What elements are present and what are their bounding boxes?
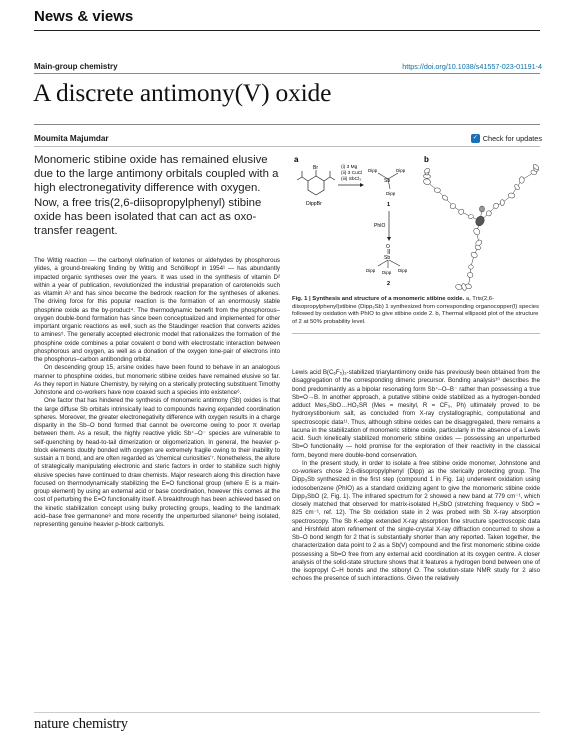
caption-text: a, Tris(2,6-diisopropylphenyl)stibine (Dipp₃Sb) 1 synthesized from corresponding organocopper(I) species followed by oxidation with PhIO to give stibine oxide 2. b, Thermal ellipsoid plot of the structure of 2 at 50% probability level. [292, 296, 539, 325]
dipp-label: Dipp [396, 168, 406, 173]
dippbr-structure [297, 170, 335, 195]
paragraph: Lewis acid B(C₆F₅)₃-stabilized triarylantimony oxide has previously been obtained from the disaggregation of the corresponding dimeric precursor. Bonding analysis¹⁰ describes the bond predominantly as a bipolar resonating form Sb⁺–O–B⁻ rather than possessing a true Sb=O→B. In another approach, a putative stibine oxide stabilized as a hydrogen-bonded adduct Mes₃SbO…HO₂SR (Mes = mesityl, R = CF₃, Ph) ultimately proved to be hydroxystibonium salt, as concluded from X-ray crystallographic, computational and spectroscopic data¹¹. Thus, although stibine oxides can be disaggregated, there remains a lacuna in the stabilization of monomeric stibine oxide, particularly in the absence of a Lewis acid. Such kinetically stabilized monomeric stibine oxides — possessing an unperturbed Sb=O functionality — hold promise for the exploration of their reactivity in the classical form, beyond mere double-bond conservation. [292, 369, 540, 459]
atom-ellipsoid [468, 265, 473, 269]
paragraph: One factor that has hindered the synthesis of monomeric antimony (Sb) oxides is that the large diffuse Sb orbitals intrinsically lead to compounds having expanded coordination spheres. Moreover, the greater electronegativity difference with oxygen results in a charge disparity in the Sb–O bond formed that cannot be overcome owing to poor π overlap between them. As a result, the highly reactive ylidic Sb⁺–O⁻ species are vulnerable to self-quenching by head-to-tail dimerization or oligomerization. In general, the heavier p-block elements doubly bonded with oxygen are extremely fragile owing to their inability to sustain a π bond, and are often regarded as 'chemical curiosities'⁷. Nonetheless, the allure of strategically manipulating electronic and steric factors in order to stabilize such highly elusive species have continued to draw chemists. Major research along this direction have focused on thermodynamically stabilizing the E=O functional group (where E is a main-group element) by using an external acid or base coordination, however this comes at the cost of perturbing the E=O functionality itself. A breakthrough has been achieved based on the kinetic stabilization concept using bulky protecting groups, leading to the landmark acid–base free germanone⁸ and more recently the unperturbed silanone⁹ being isolated, representing genuine heavier p-block carbonyls. [34, 397, 280, 528]
atom-ellipsoid [519, 177, 524, 184]
paragraph: The Wittig reaction — the carbonyl olefination of ketones or aldehydes by phosphorous ylides, a ground-breaking finding by Wittig and Schöllkopf in 1954¹ — has abundantly impacted organic syntheses over the years. It was used in the synthesis of vitamin D² within a year of publication, revolutionized the industrial preparation of carotenoids such as vitamin A³ and has since become the bedrock reaction for the syntheses of alkenes. The driving force for this popular reaction is the formation of an enormously stable phosphine oxide as the by-product⁴. The thermodynamic benefit from the phosphorous–oxygen double-bond formation has since been conceptualized and implemented for other important organic reactions as well, such as the Staudinger reaction that converts azides to amines⁵. The generally accepted electronic model that rationalizes the formation of the phosphine oxide combines a polar covalent σ bond with electrostatic interaction between phosphorous and oxygen, as well as a donation of the oxygen lone-pair of electrons into the phosphorus–carbon antibonding orbital. [34, 257, 280, 363]
atom-o: O [386, 244, 390, 250]
paragraph: On descending group 15, arsine oxides have been found to behave in an analogous manner to phosphine oxides, but monomeric stibine oxides have remained elusive so far. As they report in Nature Chemistry, by relying on a sterically protecting substituent Timothy Johnstone and co-workers have now coaxed such a species into existence⁶. [34, 364, 280, 396]
atom-ellipsoid [458, 208, 465, 215]
atom-sb: Sb [384, 178, 391, 184]
reagent-phio: PhIO [374, 223, 386, 229]
divider [34, 73, 540, 74]
arrow-head [387, 237, 391, 241]
atom-ellipsoid [470, 251, 478, 259]
right-column [292, 369, 540, 584]
antimony-atom [474, 215, 486, 228]
thermal-ellipsoid-plot [423, 163, 540, 291]
dipp-label: Dipp [386, 191, 396, 196]
reagent-2: (ii) 3 CuCl [341, 171, 363, 176]
reagent-1: (i) 3 Mg [341, 165, 358, 170]
compound-2-label: 2 [387, 281, 391, 287]
dipp-label: Dipp [366, 268, 376, 273]
check-updates-button[interactable] [471, 134, 542, 143]
header-rule [34, 30, 540, 31]
figure-1 [292, 153, 540, 293]
author-name: Moumita Majumdar [34, 134, 109, 143]
check-updates-icon: ✓ [472, 135, 478, 141]
atom-ellipsoid [500, 200, 504, 206]
atom-ellipsoid [479, 206, 484, 212]
panel-a-label: a [294, 155, 299, 164]
figure-graphic [292, 153, 540, 293]
atom-br: Br [313, 165, 318, 171]
caption-rule [292, 333, 540, 334]
atom-ellipsoid [423, 168, 430, 174]
caption-label: Fig. 1 | Synthesis and structure of a monomeric stibine oxide. [292, 296, 465, 302]
dipp-label: Dipp [368, 168, 378, 173]
divider [34, 146, 540, 147]
divider [34, 124, 540, 125]
left-column [34, 257, 280, 529]
paragraph: In the present study, in order to isolate a free stibine oxide monomer, Johnstone and co-workers chose 2,6-diisopropylphenyl (Dipp) as the sterically protecting group. The Dipp₃Sb synthesized in the first step (compound 1 in Fig. 1a) underwent oxidation using iodosobenzene (PhIO) as a standard oxidizing agent to give the monomeric stibine oxide Dipp₃SbO (2, Fig. 1). The infrared spectrum for 2 showed a new band at 779 cm⁻¹, which closely matched that observed for matrix-isolated H₃SbO (stretching frequency ν SbO = 825 cm⁻¹, ref. 12). The Sb oxidation state in 2 was probed with Sb X-ray absorption spectroscopy. The Sb K-edge extended X-ray absorption fine structure spectroscopic data and Hirshfeld atom refinement of the single-crystal X-ray diffraction concurred to show a Sb–O bond length for 2 that is substantially shorter than any reported. Taken together, the characterization data point to 2 as a Sb(V) compound and the first monomeric stibine oxide possessing a Sb=O free from any external acid coordination at its oxygen centre. A closer analysis of the solid-state structure shows that it features a hydrogen bond between one of the isopropyl C–H bonds and the stiboryl O. The solution-state NMR study for 2 also echoes the presence of such interactions. Given the relatively [292, 459, 540, 583]
atom-ellipsoid [467, 272, 474, 279]
atom-ellipsoid [434, 188, 441, 193]
atom-ellipsoid [468, 214, 474, 220]
kicker: Main-group chemistry [34, 62, 118, 71]
journal-logo: nature chemistry [34, 716, 128, 732]
doi-link[interactable]: https://doi.org/10.1038/s41557-023-01191-4 [402, 62, 542, 71]
section-label: News & views [34, 8, 134, 25]
dipp-label: Dipp [382, 270, 392, 275]
reagent-3: (iii) SbCl₃ [341, 177, 362, 182]
atom-sb: Sb [384, 255, 391, 261]
atom-ellipsoid [455, 284, 463, 291]
figure-caption [292, 296, 540, 326]
atom-ellipsoid [514, 184, 521, 191]
dippbr-label: DippBr [306, 201, 322, 207]
standfirst: Monomeric stibine oxide has remained elusive due to the large antimony orbitals coupled with a high electronegativity difference with oxygen. Now, a free tris(2,6-diisopropylphenyl) stibine oxide has been isolated that can act as oxo-transfer reagent. [34, 154, 279, 238]
atom-ellipsoid [472, 227, 481, 236]
check-updates-label: Check for updates [482, 134, 542, 143]
compound-1-label: 1 [387, 202, 391, 208]
article-title: A discrete antimony(V) oxide [33, 78, 332, 107]
dipp-label: Dipp [398, 268, 408, 273]
panel-b-label: b [424, 155, 429, 164]
arrow-head [360, 183, 364, 187]
atom-ellipsoid [474, 244, 481, 250]
footer-rule [34, 712, 540, 713]
